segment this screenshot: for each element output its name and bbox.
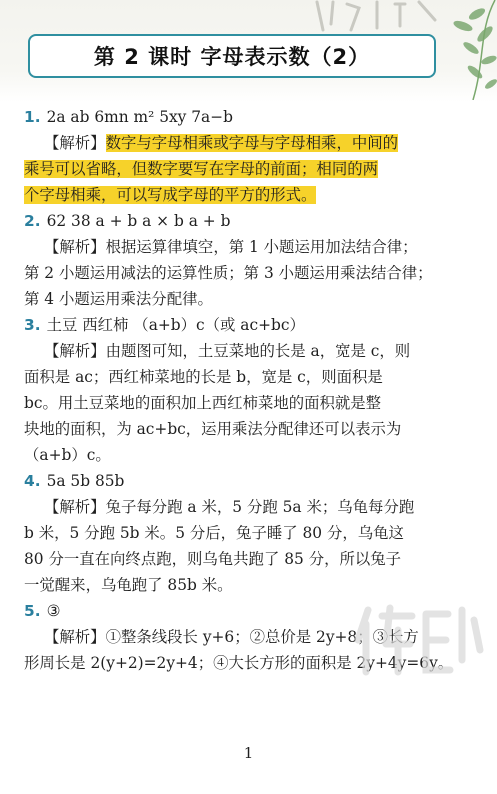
analysis-label: 【解析】: [44, 134, 106, 152]
question-1: [24, 104, 472, 208]
question-number: 3.: [24, 316, 41, 334]
question-number: 5.: [24, 602, 41, 620]
analysis-line: 数字与字母相乘或字母与字母相乘，中间的: [105, 134, 399, 152]
analysis-line: bc。用土豆菜地的面积加上西红柿菜地的面积就是整: [24, 394, 382, 412]
analysis-line: 个字母相乘，可以写成字母的平方的形式。: [24, 186, 317, 204]
analysis-line: 第 4 小题运用乘法分配律。: [24, 290, 213, 308]
question-number: 4.: [24, 472, 41, 490]
question-4: [24, 468, 472, 598]
analysis-line: 一觉醒来，乌龟跑了 85b 米。: [24, 576, 233, 594]
question-3: [24, 312, 472, 468]
analysis-label: 【解析】: [44, 238, 106, 256]
analysis-label: 【解析】: [44, 498, 106, 516]
question-number: 1.: [24, 108, 41, 126]
question-2: [24, 208, 472, 312]
answer-text: 62 38 a + b a × b a + b: [46, 212, 231, 230]
page-number: 1: [243, 744, 254, 762]
answer-text: ③: [46, 602, 61, 620]
lesson-title-box: [28, 34, 436, 78]
analysis-line: 乘号可以省略，但数字要写在字母的前面；相同的两: [24, 160, 378, 178]
analysis-line: b 米，5 分跑 5b 米。5 分后，兔子睡了 80 分，乌龟这: [24, 524, 404, 542]
analysis-label: 【解析】: [44, 342, 106, 360]
lesson-title: 第 2 课时 字母表示数（2）: [93, 45, 371, 69]
analysis-line: 形周长是 2(y+2)=2y+4；④大长方形的面积是 2y+4y=6y。: [24, 654, 454, 672]
answer-text: 土豆 西红柿 （a+b）c（或 ac+bc）: [46, 316, 305, 334]
analysis-line: （a+b）c。: [24, 446, 111, 464]
analysis-line: 块地的面积，为 ac+bc，运用乘法分配律还可以表示为: [24, 420, 402, 438]
analysis-line: ①整条线段长 y+6；②总价是 2y+8；③长方: [105, 628, 419, 646]
analysis-line: 兔子每分跑 a 米，5 分跑 5a 米；乌龟每分跑: [105, 498, 415, 516]
answer-text: 2a ab 6mn m² 5xy 7a−b: [46, 108, 233, 126]
analysis-label: 【解析】: [44, 628, 106, 646]
analysis-line: 第 2 小题运用减法的运算性质；第 3 小题运用乘法结合律；: [24, 264, 433, 282]
question-number: 2.: [24, 212, 41, 230]
watermark-stamp: [350, 600, 490, 680]
analysis-line: 由题图可知，土豆菜地的长是 a，宽是 c，则: [105, 342, 411, 360]
analysis-line: 根据运算律填空，第 1 小题运用加法结合律；: [105, 238, 418, 256]
analysis-line: 面积是 ac；西红柿菜地的长是 b，宽是 c，则面积是: [24, 368, 383, 386]
answer-text: 5a 5b 85b: [46, 472, 125, 490]
analysis-line: 80 分一直在向终点跑，则乌龟共跑了 85 分，所以兔子: [24, 550, 402, 568]
answer-content: [24, 104, 472, 676]
